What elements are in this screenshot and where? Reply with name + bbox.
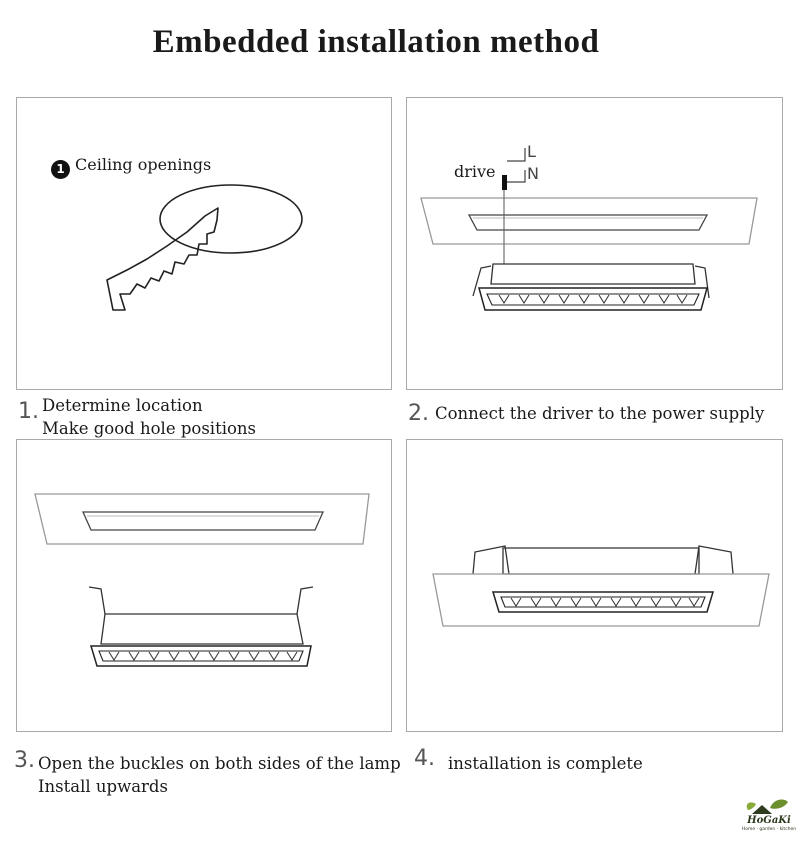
step-4-panel <box>406 439 783 732</box>
step-4-number: 4. <box>414 746 435 771</box>
step-4-caption-line1: installation is complete <box>448 754 643 773</box>
step-1-panel <box>16 97 392 390</box>
wire-l-label: L <box>527 142 536 161</box>
ceiling-saw-illustration <box>17 98 393 391</box>
driver-wiring-illustration <box>407 98 784 391</box>
page-title: Embedded installation method <box>152 24 600 60</box>
ceiling-openings-label: Ceiling openings <box>75 155 212 174</box>
wire-n-label: N <box>527 164 539 183</box>
step-1-number: 1. <box>18 399 39 424</box>
step-2-panel <box>406 97 783 390</box>
logo-brand: HoGaKi <box>747 815 791 826</box>
step-1-caption-line1: Determine location <box>42 396 203 415</box>
installation-complete-illustration <box>407 440 784 733</box>
step-3-caption-line2: Install upwards <box>38 777 168 796</box>
drive-label: drive <box>454 162 496 181</box>
hogaki-logo <box>740 796 798 836</box>
logo-tagline: Home · garden · kitchen <box>741 827 797 832</box>
step-1-caption-line2: Make good hole positions <box>42 419 257 438</box>
leaf-house-icon <box>740 796 798 816</box>
step-3-number: 3. <box>14 748 35 773</box>
step-3-panel <box>16 439 392 732</box>
step-2-caption-line1: Connect the driver to the power supply <box>435 404 765 423</box>
step-3-caption-line1: Open the buckles on both sides of the lamp <box>38 754 401 773</box>
step-2-number: 2. <box>408 401 429 426</box>
open-buckles-illustration <box>17 440 393 733</box>
step-1-badge: 1 <box>51 160 70 179</box>
